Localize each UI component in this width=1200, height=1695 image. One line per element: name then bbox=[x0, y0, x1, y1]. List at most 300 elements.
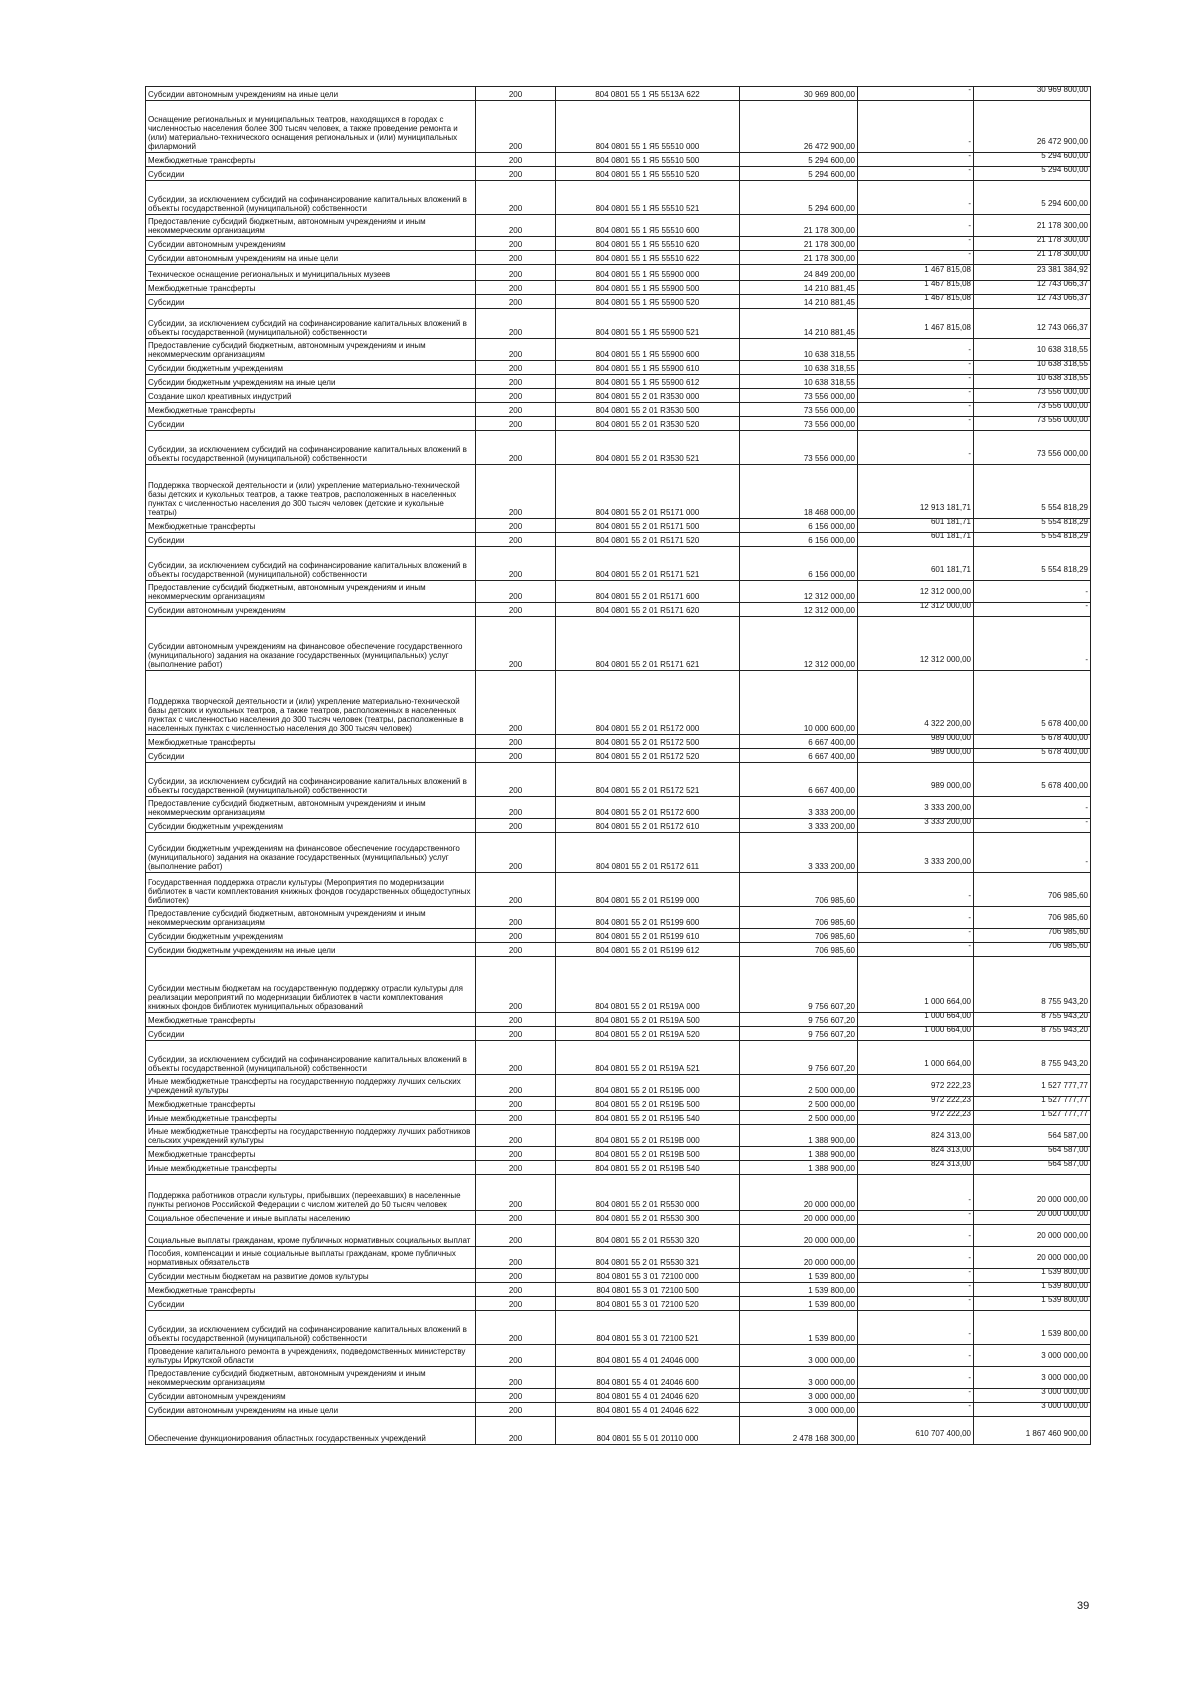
row-value-total-cell bbox=[740, 749, 858, 763]
row-value-result-cell bbox=[974, 1161, 1091, 1175]
row-value-change-text: - bbox=[968, 1231, 971, 1240]
row-value-total-cell bbox=[740, 547, 858, 581]
row-value-result-text: - bbox=[1085, 655, 1088, 664]
row-value-change-cell bbox=[858, 749, 974, 763]
row-value-result-text: 3 000 000,00 bbox=[1041, 1351, 1088, 1360]
row-value-result-text: 10 638 318,55 bbox=[1036, 360, 1088, 368]
row-value-result-text: 20 000 000,00 bbox=[1036, 1195, 1088, 1204]
row-value-total-cell bbox=[740, 1367, 858, 1389]
row-code1-text: 200 bbox=[508, 454, 523, 463]
table-row bbox=[146, 1013, 1091, 1027]
row-code2-cell bbox=[556, 431, 740, 465]
row-value-total-cell bbox=[740, 907, 858, 929]
row-code2-text: 804 0801 55 2 01 R519А 000 bbox=[595, 1002, 700, 1011]
row-value-total-cell bbox=[740, 1111, 858, 1125]
row-value-result-cell bbox=[974, 1417, 1091, 1445]
row-value-change-cell bbox=[858, 763, 974, 797]
row-value-total-cell bbox=[740, 375, 858, 389]
row-code1-text: 200 bbox=[508, 1114, 523, 1123]
row-value-result-text: 8 755 943,20 bbox=[1041, 997, 1088, 1006]
table-row bbox=[146, 1367, 1091, 1389]
row-name-cell bbox=[146, 671, 476, 735]
row-value-change-text: 1 000 664,00 bbox=[924, 1012, 971, 1020]
row-value-result-cell bbox=[974, 907, 1091, 929]
row-value-result-cell bbox=[974, 797, 1091, 819]
row-name-cell bbox=[146, 101, 476, 153]
row-value-change-text: - bbox=[968, 449, 971, 458]
table-row bbox=[146, 1111, 1091, 1125]
table-row bbox=[146, 735, 1091, 749]
row-code2-cell bbox=[556, 1211, 740, 1225]
row-code1-text: 200 bbox=[508, 270, 523, 279]
row-value-result-text: 8 755 943,20 bbox=[1041, 1012, 1088, 1020]
row-name-cell bbox=[146, 281, 476, 295]
row-name-cell bbox=[146, 1345, 476, 1367]
row-code2-text: 804 0801 55 2 01 R5530 321 bbox=[595, 1258, 700, 1267]
row-code1-text: 200 bbox=[508, 862, 523, 871]
row-value-result-cell bbox=[974, 101, 1091, 153]
row-code1-cell bbox=[476, 167, 556, 181]
row-value-change-cell bbox=[858, 181, 974, 215]
row-code1-cell bbox=[476, 403, 556, 417]
row-value-result-text: 5 554 818,29 bbox=[1041, 503, 1088, 512]
table-row bbox=[146, 153, 1091, 167]
row-code1-cell bbox=[476, 873, 556, 907]
row-value-total-cell bbox=[740, 1247, 858, 1269]
row-code2-text: 804 0801 55 2 01 R5199 612 bbox=[595, 946, 700, 955]
row-value-total-cell bbox=[740, 431, 858, 465]
row-value-change-text: - bbox=[968, 221, 971, 230]
row-code2-text: 804 0801 55 2 01 R519А 500 bbox=[595, 1016, 700, 1025]
row-code1-text: 200 bbox=[508, 1200, 523, 1209]
table-row bbox=[146, 1417, 1091, 1445]
row-value-change-text: 610 707 400,00 bbox=[915, 1429, 971, 1438]
row-value-result-cell bbox=[974, 1269, 1091, 1283]
row-name-cell bbox=[146, 1013, 476, 1027]
row-name-text: Межбюджетные трансферты bbox=[148, 156, 256, 165]
row-name-text: Субсидии автономным учреждениям на финансовое обеспечение государственного (муниципального) задания на оказание государственных (муниципальных) услуг (выполнение работ) bbox=[148, 642, 463, 669]
table-row bbox=[146, 1041, 1091, 1075]
row-value-total-text: 6 156 000,00 bbox=[808, 570, 855, 579]
row-name-cell bbox=[146, 873, 476, 907]
row-value-total-text: 18 468 000,00 bbox=[803, 508, 855, 517]
row-code1-cell bbox=[476, 1297, 556, 1311]
row-value-change-text: 3 333 200,00 bbox=[924, 803, 971, 812]
row-value-result-cell bbox=[974, 339, 1091, 361]
row-value-change-cell bbox=[858, 361, 974, 375]
row-code2-cell bbox=[556, 465, 740, 519]
row-value-result-text: 5 294 600,00 bbox=[1041, 152, 1088, 160]
row-name-text: Иные межбюджетные трансферты на государственную поддержку лучших сельских учреждений культуры bbox=[148, 1077, 461, 1095]
row-value-change-cell bbox=[858, 547, 974, 581]
row-code2-text: 804 0801 55 4 01 24046 000 bbox=[596, 1356, 699, 1365]
table-row bbox=[146, 1345, 1091, 1367]
table-row bbox=[146, 547, 1091, 581]
table-row bbox=[146, 1211, 1091, 1225]
table-row bbox=[146, 1403, 1091, 1417]
row-value-result-text: 21 178 300,00 bbox=[1036, 250, 1088, 258]
row-code2-cell bbox=[556, 1097, 740, 1111]
row-code1-cell bbox=[476, 1161, 556, 1175]
row-code2-cell bbox=[556, 763, 740, 797]
row-value-change-text: 824 313,00 bbox=[930, 1131, 971, 1140]
row-name-cell bbox=[146, 763, 476, 797]
row-name-cell bbox=[146, 403, 476, 417]
row-value-result-cell bbox=[974, 735, 1091, 749]
row-code1-cell bbox=[476, 1367, 556, 1389]
row-value-change-text: - bbox=[968, 1268, 971, 1276]
row-name-cell bbox=[146, 309, 476, 339]
row-code1-cell bbox=[476, 617, 556, 671]
row-value-result-text: 21 178 300,00 bbox=[1036, 221, 1088, 230]
row-value-result-text: 5 554 818,29 bbox=[1041, 565, 1088, 574]
row-name-text: Субсидии bbox=[148, 1030, 185, 1039]
row-value-result-text: 706 985,60 bbox=[1047, 913, 1088, 922]
row-code1-cell bbox=[476, 1247, 556, 1269]
row-value-result-text: 5 294 600,00 bbox=[1041, 199, 1088, 208]
row-value-result-text: 5 678 400,00 bbox=[1041, 719, 1088, 728]
row-code1-text: 200 bbox=[508, 284, 523, 293]
row-value-total-text: 24 849 200,00 bbox=[803, 270, 855, 279]
row-code1-text: 200 bbox=[508, 350, 523, 359]
row-value-total-cell bbox=[740, 581, 858, 603]
row-value-result-cell bbox=[974, 873, 1091, 907]
row-code1-cell bbox=[476, 1147, 556, 1161]
row-code2-cell bbox=[556, 1225, 740, 1247]
row-name-text: Субсидии автономным учреждениям bbox=[148, 1392, 286, 1401]
row-value-change-text: 3 333 200,00 bbox=[924, 857, 971, 866]
row-name-text: Субсидии бюджетным учреждениям на иные цели bbox=[148, 378, 336, 387]
row-code2-text: 804 0801 55 2 01 R5199 610 bbox=[595, 932, 700, 941]
row-name-text: Проведение капитального ремонта в учреждениях, подведомственных министерству культуры Иркутской области bbox=[148, 1347, 466, 1365]
row-code1-cell bbox=[476, 265, 556, 281]
row-value-result-text: 20 000 000,00 bbox=[1036, 1231, 1088, 1240]
row-value-total-text: 6 156 000,00 bbox=[808, 522, 855, 531]
row-value-change-text: 989 000,00 bbox=[930, 781, 971, 790]
row-value-total-cell bbox=[740, 1125, 858, 1147]
row-code2-cell bbox=[556, 617, 740, 671]
row-code2-text: 804 0801 55 1 Я5 55510 521 bbox=[595, 204, 700, 213]
row-code2-cell bbox=[556, 907, 740, 929]
row-value-change-text: 989 000,00 bbox=[930, 748, 971, 756]
row-value-change-text: 1 467 815,08 bbox=[924, 280, 971, 288]
row-name-text: Субсидии bbox=[148, 752, 185, 761]
row-value-total-text: 2 500 000,00 bbox=[808, 1114, 855, 1123]
row-value-change-cell bbox=[858, 339, 974, 361]
row-value-result-cell bbox=[974, 547, 1091, 581]
table-row bbox=[146, 819, 1091, 833]
row-value-result-text: 12 743 066,37 bbox=[1036, 323, 1088, 332]
row-value-total-text: 5 294 600,00 bbox=[808, 156, 855, 165]
row-code2-text: 804 0801 55 2 01 R5171 520 bbox=[595, 536, 700, 545]
row-value-change-text: - bbox=[968, 416, 971, 424]
row-value-result-cell bbox=[974, 153, 1091, 167]
row-code2-cell bbox=[556, 215, 740, 237]
row-code2-text: 804 0801 55 2 01 R519Б 000 bbox=[595, 1086, 700, 1095]
row-value-result-cell bbox=[974, 1147, 1091, 1161]
row-code2-text: 804 0801 55 3 01 72100 000 bbox=[596, 1272, 699, 1281]
row-value-total-text: 14 210 881,45 bbox=[803, 328, 855, 337]
row-name-text: Межбюджетные трансферты bbox=[148, 1286, 256, 1295]
row-code2-cell bbox=[556, 943, 740, 957]
row-value-total-text: 706 985,60 bbox=[814, 896, 855, 905]
table-row bbox=[146, 361, 1091, 375]
row-value-change-text: - bbox=[968, 891, 971, 900]
row-value-total-text: 12 312 000,00 bbox=[803, 592, 855, 601]
row-value-result-text: - bbox=[1085, 602, 1088, 610]
row-name-cell bbox=[146, 251, 476, 265]
table-row bbox=[146, 1269, 1091, 1283]
row-code2-cell bbox=[556, 873, 740, 907]
table-row bbox=[146, 1247, 1091, 1269]
row-value-change-cell bbox=[858, 1161, 974, 1175]
row-code1-text: 200 bbox=[508, 142, 523, 151]
row-code1-cell bbox=[476, 671, 556, 735]
row-code1-text: 200 bbox=[508, 378, 523, 387]
row-value-total-text: 20 000 000,00 bbox=[803, 1214, 855, 1223]
row-code1-text: 200 bbox=[508, 822, 523, 831]
row-code2-text: 804 0801 55 2 01 R5172 520 bbox=[595, 752, 700, 761]
row-code1-text: 200 bbox=[508, 1150, 523, 1159]
row-value-result-text: 1 527 777,77 bbox=[1041, 1096, 1088, 1104]
row-value-result-text: 73 556 000,00 bbox=[1036, 449, 1088, 458]
row-value-result-cell bbox=[974, 833, 1091, 873]
row-name-text: Иные межбюджетные трансферты bbox=[148, 1114, 277, 1123]
row-name-text: Субсидии автономным учреждениям на иные цели bbox=[148, 90, 339, 99]
row-name-text: Субсидии bbox=[148, 170, 185, 179]
row-value-change-text: - bbox=[968, 166, 971, 174]
row-code2-text: 804 0801 55 1 Я5 55510 520 bbox=[595, 170, 700, 179]
row-name-text: Предоставление субсидий бюджетным, автономным учреждениям и иным некоммерческим организациям bbox=[148, 583, 426, 601]
row-code2-cell bbox=[556, 519, 740, 533]
row-value-change-cell bbox=[858, 237, 974, 251]
table-row bbox=[146, 603, 1091, 617]
row-code1-text: 200 bbox=[508, 508, 523, 517]
row-value-total-cell bbox=[740, 1269, 858, 1283]
row-value-total-text: 10 638 318,55 bbox=[803, 378, 855, 387]
row-code2-cell bbox=[556, 237, 740, 251]
row-value-result-cell bbox=[974, 603, 1091, 617]
row-code2-text: 804 0801 55 2 01 R5171 600 bbox=[595, 592, 700, 601]
row-name-cell bbox=[146, 361, 476, 375]
row-value-result-text: 3 000 000,00 bbox=[1041, 1388, 1088, 1396]
row-value-result-cell bbox=[974, 265, 1091, 281]
row-value-total-text: 3 333 200,00 bbox=[808, 822, 855, 831]
row-code1-cell bbox=[476, 1097, 556, 1111]
row-code2-cell bbox=[556, 1175, 740, 1211]
row-name-text: Субсидии бюджетным учреждениям bbox=[148, 822, 283, 831]
table-row bbox=[146, 519, 1091, 533]
row-code1-text: 200 bbox=[508, 738, 523, 747]
row-value-change-cell bbox=[858, 1175, 974, 1211]
row-name-cell bbox=[146, 1247, 476, 1269]
row-code2-text: 804 0801 55 2 01 R519Б 540 bbox=[595, 1114, 700, 1123]
row-value-total-text: 14 210 881,45 bbox=[803, 298, 855, 307]
table-row bbox=[146, 167, 1091, 181]
row-code2-cell bbox=[556, 309, 740, 339]
row-code1-cell bbox=[476, 215, 556, 237]
row-code1-cell bbox=[476, 375, 556, 389]
row-value-change-text: - bbox=[968, 250, 971, 258]
row-code1-text: 200 bbox=[508, 536, 523, 545]
row-code1-text: 200 bbox=[508, 932, 523, 941]
row-value-total-text: 6 667 400,00 bbox=[808, 786, 855, 795]
row-value-change-text: - bbox=[968, 402, 971, 410]
row-name-text: Субсидии, за исключением субсидий на софинансирование капитальных вложений в объекты государственной (муниципальной) собственности bbox=[148, 561, 467, 579]
row-code1-cell bbox=[476, 181, 556, 215]
row-code1-text: 200 bbox=[508, 918, 523, 927]
row-value-change-text: - bbox=[968, 913, 971, 922]
row-name-cell bbox=[146, 907, 476, 929]
row-code1-text: 200 bbox=[508, 420, 523, 429]
row-name-text: Субсидии, за исключением субсидий на софинансирование капитальных вложений в объекты государственной (муниципальной) собственности bbox=[148, 1325, 467, 1343]
row-value-result-text: 10 638 318,55 bbox=[1036, 374, 1088, 382]
row-value-change-cell bbox=[858, 671, 974, 735]
table-row bbox=[146, 101, 1091, 153]
table-row bbox=[146, 1175, 1091, 1211]
row-value-change-cell bbox=[858, 281, 974, 295]
row-value-result-cell bbox=[974, 957, 1091, 1013]
row-code1-cell bbox=[476, 417, 556, 431]
row-code2-cell bbox=[556, 181, 740, 215]
row-value-change-text: 4 322 200,00 bbox=[924, 719, 971, 728]
row-code1-cell bbox=[476, 1389, 556, 1403]
row-value-result-cell bbox=[974, 309, 1091, 339]
row-value-result-cell bbox=[974, 943, 1091, 957]
row-value-change-text: 601 181,71 bbox=[930, 532, 971, 540]
row-name-text: Субсидии, за исключением субсидий на софинансирование капитальных вложений в объекты государственной (муниципальной) собственности bbox=[148, 319, 467, 337]
row-value-change-text: - bbox=[968, 1282, 971, 1290]
row-value-total-text: 9 756 607,20 bbox=[808, 1064, 855, 1073]
table-row bbox=[146, 389, 1091, 403]
row-code1-cell bbox=[476, 1027, 556, 1041]
row-value-result-text: 564 587,00 bbox=[1047, 1160, 1088, 1168]
row-name-text: Субсидии автономным учреждениям bbox=[148, 240, 286, 249]
row-code1-cell bbox=[476, 833, 556, 873]
row-value-total-cell bbox=[740, 417, 858, 431]
row-name-cell bbox=[146, 797, 476, 819]
row-name-text: Субсидии, за исключением субсидий на софинансирование капитальных вложений в объекты государственной (муниципальной) собственности bbox=[148, 445, 467, 463]
row-code1-cell bbox=[476, 957, 556, 1013]
row-code2-cell bbox=[556, 265, 740, 281]
row-value-total-cell bbox=[740, 943, 858, 957]
row-code1-text: 200 bbox=[508, 606, 523, 615]
row-value-total-cell bbox=[740, 265, 858, 281]
row-name-text: Субсидии местным бюджетам на развитие домов культуры bbox=[148, 1272, 369, 1281]
row-name-text: Субсидии бюджетным учреждениям на финансовое обеспечение государственного (муниципального) задания на оказание государственных (муниципальных) услуг (выполнение работ) bbox=[148, 844, 460, 871]
row-value-change-cell bbox=[858, 1125, 974, 1147]
row-code1-cell bbox=[476, 1417, 556, 1445]
row-value-result-cell bbox=[974, 361, 1091, 375]
row-code1-cell bbox=[476, 1013, 556, 1027]
row-value-total-text: 5 294 600,00 bbox=[808, 170, 855, 179]
row-code2-cell bbox=[556, 1247, 740, 1269]
row-value-total-cell bbox=[740, 671, 858, 735]
row-value-total-text: 73 556 000,00 bbox=[803, 420, 855, 429]
row-code2-text: 804 0801 55 2 01 R5199 000 bbox=[595, 896, 700, 905]
row-code2-text: 804 0801 55 2 01 R519А 520 bbox=[595, 1030, 700, 1039]
row-name-text: Межбюджетные трансферты bbox=[148, 738, 256, 747]
row-name-text: Обеспечение функционирования областных государственных учреждений bbox=[148, 1434, 426, 1443]
row-name-cell bbox=[146, 819, 476, 833]
table-row bbox=[146, 1027, 1091, 1041]
row-value-result-cell bbox=[974, 431, 1091, 465]
table-row bbox=[146, 1283, 1091, 1297]
row-code2-cell bbox=[556, 1345, 740, 1367]
row-code2-cell bbox=[556, 581, 740, 603]
table-row bbox=[146, 1297, 1091, 1311]
row-code1-cell bbox=[476, 603, 556, 617]
row-value-total-cell bbox=[740, 873, 858, 907]
row-name-text: Субсидии bbox=[148, 298, 185, 307]
row-value-change-text: - bbox=[968, 1253, 971, 1262]
row-value-result-text: 1 867 460 900,00 bbox=[1025, 1429, 1088, 1438]
row-value-total-text: 1 539 800,00 bbox=[808, 1300, 855, 1309]
row-name-text: Субсидии bbox=[148, 536, 185, 545]
row-value-change-cell bbox=[858, 375, 974, 389]
row-code1-cell bbox=[476, 153, 556, 167]
row-name-cell bbox=[146, 943, 476, 957]
row-value-result-cell bbox=[974, 237, 1091, 251]
row-value-change-text: 1 000 664,00 bbox=[924, 1059, 971, 1068]
row-value-total-text: 21 178 300,00 bbox=[803, 226, 855, 235]
row-value-total-text: 10 638 318,55 bbox=[803, 364, 855, 373]
row-value-change-text: 601 181,71 bbox=[930, 565, 971, 574]
row-code2-cell bbox=[556, 1111, 740, 1125]
row-code2-text: 804 0801 55 2 01 R5172 600 bbox=[595, 808, 700, 817]
row-value-result-text: 1 539 800,00 bbox=[1041, 1268, 1088, 1276]
row-code2-cell bbox=[556, 603, 740, 617]
row-code1-cell bbox=[476, 1311, 556, 1345]
row-code1-text: 200 bbox=[508, 808, 523, 817]
row-name-cell bbox=[146, 265, 476, 281]
row-code2-text: 804 0801 55 1 Я5 55510 620 bbox=[595, 240, 700, 249]
row-value-total-text: 10 638 318,55 bbox=[803, 350, 855, 359]
row-name-text: Предоставление субсидий бюджетным, автономным учреждениям и иным некоммерческим организациям bbox=[148, 909, 426, 927]
row-code2-cell bbox=[556, 417, 740, 431]
table-row bbox=[146, 265, 1091, 281]
row-name-cell bbox=[146, 1097, 476, 1111]
row-code1-text: 200 bbox=[508, 1002, 523, 1011]
row-code2-cell bbox=[556, 671, 740, 735]
table-row bbox=[146, 465, 1091, 519]
row-code2-text: 804 0801 55 3 01 72100 520 bbox=[596, 1300, 699, 1309]
row-code1-text: 200 bbox=[508, 1214, 523, 1223]
row-value-change-cell bbox=[858, 1403, 974, 1417]
row-code2-text: 804 0801 55 1 Я5 55900 000 bbox=[595, 270, 700, 279]
row-name-text: Межбюджетные трансферты bbox=[148, 1150, 256, 1159]
row-value-result-text: 1 539 800,00 bbox=[1041, 1282, 1088, 1290]
row-code2-cell bbox=[556, 1403, 740, 1417]
row-name-cell bbox=[146, 1147, 476, 1161]
row-code1-text: 200 bbox=[508, 946, 523, 955]
row-value-change-cell bbox=[858, 215, 974, 237]
row-code1-cell bbox=[476, 339, 556, 361]
row-code2-text: 804 0801 55 1 Я5 5513А 622 bbox=[595, 90, 700, 99]
row-code1-cell bbox=[476, 907, 556, 929]
row-name-cell bbox=[146, 1417, 476, 1445]
row-value-total-text: 1 388 900,00 bbox=[808, 1150, 855, 1159]
page-number: 39 bbox=[1077, 1600, 1090, 1612]
row-value-result-text: 20 000 000,00 bbox=[1036, 1253, 1088, 1262]
row-name-cell bbox=[146, 581, 476, 603]
row-name-cell bbox=[146, 167, 476, 181]
row-value-change-text: - bbox=[968, 86, 971, 94]
row-code2-cell bbox=[556, 251, 740, 265]
row-value-result-text: 5 294 600,00 bbox=[1041, 166, 1088, 174]
row-value-result-cell bbox=[974, 749, 1091, 763]
row-value-total-cell bbox=[740, 1147, 858, 1161]
